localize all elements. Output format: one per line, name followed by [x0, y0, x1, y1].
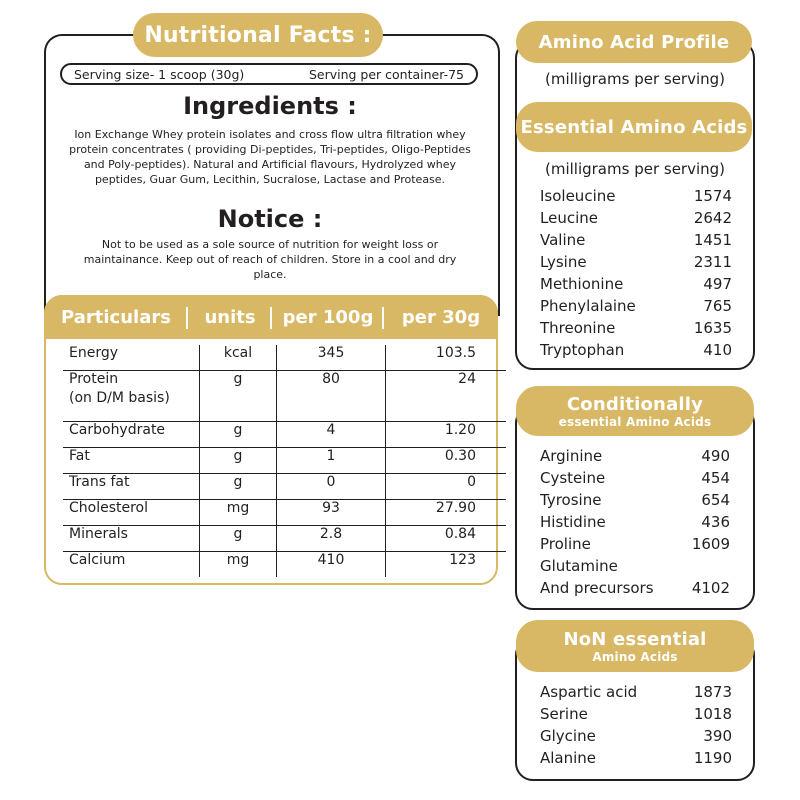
- table-row: Carbohydrate g 4 1.20: [63, 422, 506, 448]
- list-item: Isoleucine 1574: [540, 187, 732, 205]
- amino-profile-subtitle: (milligrams per serving): [544, 70, 726, 88]
- list-item: Alanine 1190: [540, 749, 732, 767]
- essential-title: Essential Amino Acids: [516, 102, 752, 152]
- ingredients-text: Ion Exchange Whey protein isolates and cross flow ultra filtration whey protein concentrates ( providing Di-peptides, Tri-peptides, Oligo-Peptides and Poly-peptides). Natural and Artificial flavours, Hydrolyzed whey peptides, Guar Gum, Lecithin, Sucralose, Lactase and Protease.: [69, 128, 471, 186]
- notice-text: Not to be used as a sole source of nutrition for weight loss or maintainance. Keep out of reach of children. Store in a cool and dry place.: [83, 238, 457, 281]
- table-row: Trans fat g 0 0: [63, 474, 506, 500]
- nutrition-table: [63, 345, 506, 577]
- list-item: Arginine 490: [540, 447, 730, 465]
- serving-bar: [60, 63, 478, 85]
- header-per30g: per 30g: [401, 306, 481, 328]
- list-item: Aspartic acid 1873: [540, 683, 732, 701]
- nonessential-list: [540, 681, 732, 769]
- notice-heading: Notice :: [217, 205, 323, 233]
- header-particulars: Particulars: [44, 295, 188, 339]
- serving-per-container: Serving per container-75: [308, 66, 464, 82]
- list-item: And precursors 4102: [540, 579, 730, 597]
- table-row: Cholesterol mg 93 27.90: [63, 500, 506, 526]
- list-item: Histidine 436: [540, 513, 730, 531]
- list-item: Methionine 497: [540, 275, 732, 293]
- conditional-title: Conditionally essential Amino Acids: [516, 386, 754, 436]
- list-item: Threonine 1635: [540, 319, 732, 337]
- list-item: Valine 1451: [540, 231, 732, 249]
- list-item: Cysteine 454: [540, 469, 730, 487]
- essential-list: [540, 185, 732, 361]
- list-item: Proline 1609: [540, 535, 730, 553]
- table-row: Calcium mg 410 123: [63, 552, 506, 578]
- ingredients-heading: Ingredients :: [183, 92, 357, 120]
- essential-subtitle: (milligrams per serving): [544, 160, 726, 178]
- serving-size: Serving size- 1 scoop (30g): [74, 66, 245, 82]
- list-item: Phenylalaine 765: [540, 297, 732, 315]
- header-units: units: [188, 295, 272, 339]
- table-row: Energy kcal 345 103.5: [63, 345, 506, 371]
- header-per100g: per 100g: [272, 295, 384, 339]
- conditional-list: [540, 445, 730, 599]
- amino-profile-title: Amino Acid Profile: [516, 21, 752, 63]
- list-item: Tyrosine 654: [540, 491, 730, 509]
- nutrition-title: [133, 13, 383, 57]
- list-item: Tryptophan 410: [540, 341, 732, 359]
- list-item: Glycine 390: [540, 727, 732, 745]
- list-item: Lysine 2311: [540, 253, 732, 271]
- table-row: Protein (on D/M basis) g 80 24: [63, 371, 506, 422]
- nutrition-table-header: [44, 295, 498, 339]
- list-item: Leucine 2642: [540, 209, 732, 227]
- table-row: Fat g 1 0.30: [63, 448, 506, 474]
- list-item: Glutamine: [540, 557, 618, 575]
- list-item: Serine 1018: [540, 705, 732, 723]
- nutrition-title-text: Nutritional Facts :: [144, 22, 372, 48]
- nonessential-title: NoN essential Amino Acids: [516, 620, 754, 672]
- table-row: Minerals g 2.8 0.84: [63, 526, 506, 552]
